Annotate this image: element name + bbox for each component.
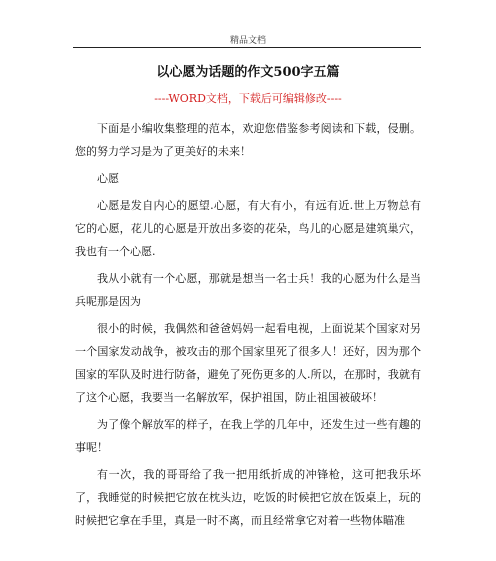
paragraph: 为了像个解放军的样子，在我上学的几年中，还发生过一些有趣的事呢！: [75, 418, 421, 454]
document-title: 以心愿为话题的作文500字五篇: [156, 65, 340, 80]
paragraph: 我从小就有一个心愿，那就是想当一名士兵！我的心愿为什么是当兵呢那是因为: [75, 272, 421, 308]
download-notice: ----WORD文档，下载后可编辑修改----: [154, 92, 342, 105]
paragraph: 有一次，我的哥哥给了我一把用纸折成的冲锋枪，这可把我乐坏了，我睡觉的时候把它放在枕头边，吃饭的时候把它放在饭桌上，玩的时候把它拿在手里，真是一时不离，而且经常拿它对着一些物体瞄准: [75, 468, 421, 527]
paragraph: 下面是小编收集整理的范本，欢迎您借鉴参考阅读和下载，侵删。您的努力学习是为了更美好的未来！: [75, 122, 421, 158]
page-header-label: 精品文档: [229, 36, 266, 46]
header-divider: [73, 47, 421, 48]
document-body: [75, 117, 421, 536]
paragraph: 心愿: [97, 172, 119, 185]
paragraph: 心愿是发自内心的愿望.心愿，有大有小，有远有近.世上万物总有它的心愿，花儿的心愿是开放出多姿的花朵，鸟儿的心愿是建筑巢穴，我也有一个心愿.: [75, 199, 421, 258]
paragraph: 很小的时候，我偶然和爸爸妈妈一起看电视，上面说某个国家对另一个国家发动战争，被攻击的那个国家里死了很多人！还好，因为那个国家的军队及时进行防备，避免了死伤更多的人.所以，在那时，我就有了这个心愿，我要当一名解放军，保护祖国，防止祖国被破坏！: [75, 322, 421, 404]
